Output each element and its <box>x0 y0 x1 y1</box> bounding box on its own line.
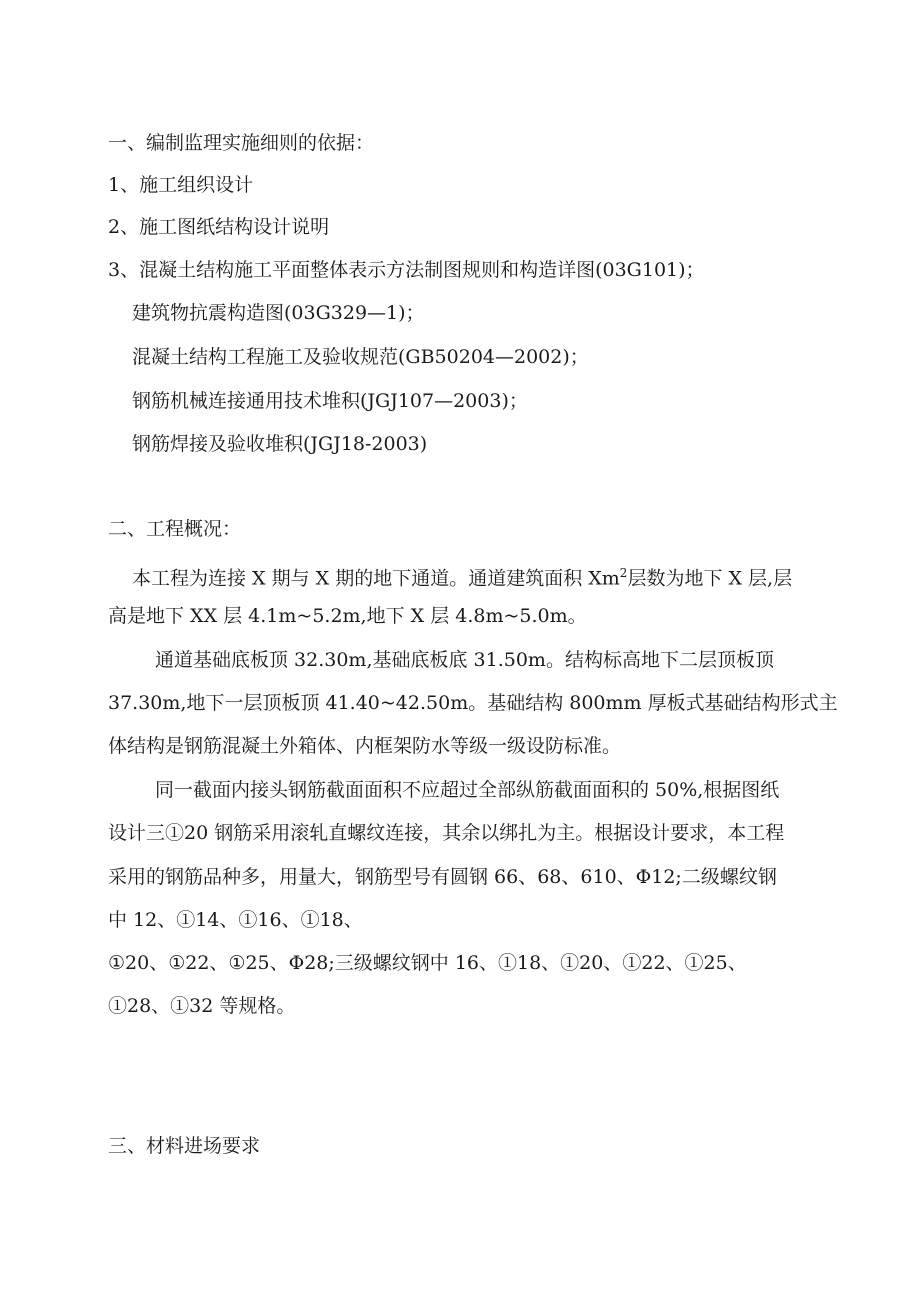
overview-para-3-line-5: ①20、①22、①25、Φ28;三级螺纹钢中 16、①18、①20、①22、①25、 <box>108 952 747 974</box>
basis-item-3: 3、混凝土结构施工平面整体表示方法制图规则和构造详图(03G101)； <box>108 259 705 281</box>
overview-text: 层数为地下 X 层,层 <box>627 567 793 590</box>
overview-para-1-line-2: 高是地下 XX 层 4.1m~5.2m,地下 X 层 4.8m~5.0m。 <box>108 605 587 627</box>
basis-item-5: 混凝土结构工程施工及验收规范(GB50204—2002)； <box>132 346 589 368</box>
overview-para-2-line-3: 体结构是钢筋混凝土外箱体、内框架防水等级一级设防标准。 <box>108 735 622 757</box>
basis-item-2: 2、施工图纸结构设计说明 <box>108 216 330 238</box>
section-3-heading: 三、材料进场要求 <box>108 1135 261 1157</box>
overview-para-2-line-2: 37.30m,地下一层顶板顶 41.40~42.50m。基础结构 800mm 厚板式基础结构形式主 <box>108 692 838 714</box>
basis-item-7: 钢筋焊接及验收堆积(JGJ18-2003) <box>132 433 428 455</box>
overview-para-3-line-4: 中 12、①14、①16、①18、 <box>108 909 363 931</box>
overview-text: 本工程为连接 X 期与 X 期的地下通道。通道建筑面积 Xm <box>132 567 620 590</box>
section-1-heading: 一、编制监理实施细则的依据： <box>108 132 375 154</box>
basis-item-6: 钢筋机械连接通用技术堆积(JGJ107—2003)； <box>132 390 528 412</box>
overview-para-3-line-1: 同一截面内接头钢筋截面面积不应超过全部纵筋截面面积的 50%,根据图纸 <box>155 779 780 801</box>
basis-item-1: 1、施工组织设计 <box>108 174 254 196</box>
basis-item-4: 建筑物抗震构造图(03G329—1)； <box>132 302 425 324</box>
superscript: 2 <box>619 566 628 580</box>
section-2-heading: 二、工程概况： <box>108 518 242 540</box>
overview-para-2-line-1: 通道基础底板顶 32.30m,基础底板底 31.50m。结构标高地下二层顶板顶 <box>155 649 774 671</box>
overview-para-3-line-2: 设计三①20 钢筋采用滚轧直螺纹连接，其余以绑扎为主。根据设计要求，本工程 <box>108 822 785 844</box>
overview-para-1-line-1 <box>132 560 792 591</box>
overview-para-3-line-6: ①28、①32 等规格。 <box>108 995 296 1017</box>
overview-para-3-line-3: 采用的钢筋品种多，用量大，钢筋型号有圆钢 66、68、610、Φ12;二级螺纹钢 <box>108 866 777 888</box>
